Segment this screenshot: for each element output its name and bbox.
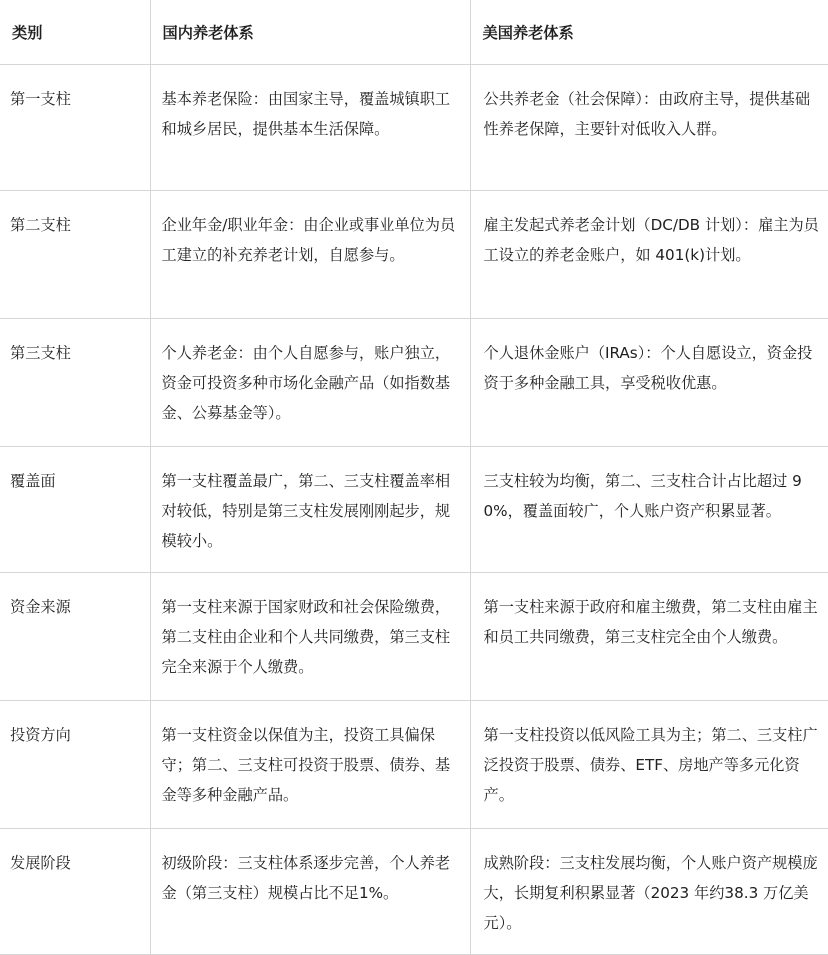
header-category: 类别 <box>0 0 150 64</box>
table-row <box>0 572 828 700</box>
row-us-cell: 公共养老金（社会保障）：由政府主导，提供基础性养老保障，主要针对低收入人群。 <box>470 64 828 190</box>
row-china-cell: 企业年金/职业年金：由企业或事业单位为员工建立的补充养老计划，自愿参与。 <box>150 190 470 318</box>
table-row <box>0 318 828 446</box>
row-category: 资金来源 <box>0 572 150 700</box>
row-china-cell: 第一支柱来源于国家财政和社会保险缴费，第二支柱由企业和个人共同缴费，第三支柱完全来源于个人缴费。 <box>150 572 470 700</box>
row-us-cell: 个人退休金账户（IRAs）：个人自愿设立，资金投资于多种金融工具，享受税收优惠。 <box>470 318 828 446</box>
row-china-cell: 第一支柱资金以保值为主，投资工具偏保守；第二、三支柱可投资于股票、债券、基金等多种金融产品。 <box>150 700 470 828</box>
row-china-cell: 个人养老金：由个人自愿参与，账户独立，资金可投资多种市场化金融产品（如指数基金、公募基金等）。 <box>150 318 470 446</box>
row-category: 第一支柱 <box>0 64 150 190</box>
table-row <box>0 446 828 572</box>
row-us-cell: 第一支柱投资以低风险工具为主；第二、三支柱广泛投资于股票、债券、ETF、房地产等多元化资产。 <box>470 700 828 828</box>
table-row <box>0 64 828 190</box>
row-category: 第二支柱 <box>0 190 150 318</box>
row-us-cell: 三支柱较为均衡，第二、三支柱合计占比超过 90%，覆盖面较广，个人账户资产积累显著。 <box>470 446 828 572</box>
row-us-cell: 第一支柱来源于政府和雇主缴费，第二支柱由雇主和员工共同缴费，第三支柱完全由个人缴费。 <box>470 572 828 700</box>
header-china-system: 国内养老体系 <box>150 0 470 64</box>
row-china-cell: 第一支柱覆盖最广，第二、三支柱覆盖率相对较低，特别是第三支柱发展刚刚起步，规模较小。 <box>150 446 470 572</box>
row-category: 发展阶段 <box>0 828 150 954</box>
row-us-cell: 成熟阶段：三支柱发展均衡，个人账户资产规模庞大，长期复利积累显著（2023 年约38.3 万亿美元）。 <box>470 828 828 954</box>
row-category: 投资方向 <box>0 700 150 828</box>
table-row <box>0 190 828 318</box>
row-china-cell: 基本养老保险：由国家主导，覆盖城镇职工和城乡居民，提供基本生活保障。 <box>150 64 470 190</box>
row-china-cell: 初级阶段：三支柱体系逐步完善，个人养老金（第三支柱）规模占比不足1%。 <box>150 828 470 954</box>
row-category: 覆盖面 <box>0 446 150 572</box>
row-us-cell: 雇主发起式养老金计划（DC/DB 计划）：雇主为员工设立的养老金账户，如 401(k)计划。 <box>470 190 828 318</box>
table-row <box>0 828 828 954</box>
table-row <box>0 700 828 828</box>
row-category: 第三支柱 <box>0 318 150 446</box>
table-header-row <box>0 0 828 64</box>
header-us-system: 美国养老体系 <box>470 0 828 64</box>
